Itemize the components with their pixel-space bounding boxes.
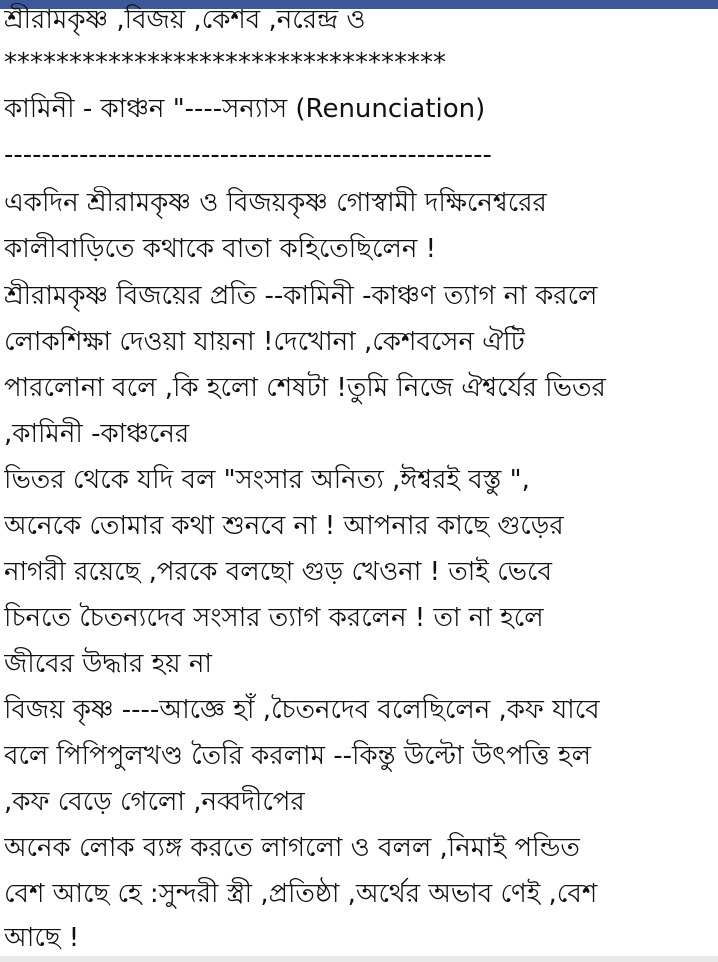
bottom-edge: [0, 956, 718, 962]
text-line: শ্রীরামকৃষ্ণ বিজয়ের প্রতি --কামিনী -কাঞ্চণ ত্যাগ না করলে: [4, 281, 598, 311]
text-line: লোকশিক্ষা দেওয়া যায়না !দেখোনা ,কেশবসেন ঐটি: [4, 327, 525, 357]
text-line: বিজয় কৃষ্ণ ----আজ্ঞে হাঁ ,চৈতনদেব বলেছিলেন ,কফ যাবে: [4, 695, 600, 725]
text-line: শ্রীরামকৃষ্ণ ,বিজয় ,কেশব ,নরেন্দ্র ও: [4, 5, 366, 35]
text-line: বেশ আছে হে :সুন্দরী স্ত্রী ,প্রতিষ্ঠা ,অর্থের অভাব ণেই ,বেশ: [4, 879, 598, 909]
text-line: অনেক লোক ব্যঙ্গ করতে লাগলো ও বলল ,নিমাই পন্ডিত: [4, 833, 580, 863]
text-line: ভিতর থেকে যদি বল "সংসার অনিত্য ,ঈশ্বরই বস্তু ",: [4, 465, 530, 495]
text-line: নাগরী রয়েছে ,পরকে বলছো গুড় খেওনা ! তাই ভেবে: [4, 557, 552, 587]
text-line: ,কামিনী -কাঞ্চনের: [4, 419, 190, 449]
text-line: আছে !: [4, 923, 80, 953]
text-line: জীবের উদ্ধার হয় না: [4, 649, 212, 679]
text-line: ----------------------------------------------------: [4, 140, 492, 170]
text-line: কামিনী - কাঞ্চন "----সন্যাস (Renunciation): [4, 94, 486, 124]
text-line: পারলোনা বলে ,কি হলো শেষটা !তুমি নিজে ঐশ্বর্যের ভিতর: [4, 373, 606, 403]
text-line: কালীবাড়িতে কথাকে বাতা কহিতেছিলেন !: [4, 234, 437, 264]
text-line: চিনতে চৈতন্যদেব সংসার ত্যাগ করলেন ! তা না হলে: [4, 603, 544, 633]
text-line: ,কফ বেড়ে গেলো ,নব্বদীপের: [4, 787, 305, 817]
text-line: অনেকে তোমার কথা শুনবে না ! আপনার কাছে গুড়ের: [4, 511, 564, 541]
text-line: **********************************: [4, 48, 446, 78]
text-line: একদিন শ্রীরামকৃষ্ণ ও বিজয়কৃষ্ণ গোস্বামী দক্ষিনেশ্বরের: [4, 188, 547, 218]
text-line: বলে পিপিপুলখণ্ড তৈরি করলাম --কিন্তু উল্টো উৎপত্তি হল: [4, 741, 592, 771]
